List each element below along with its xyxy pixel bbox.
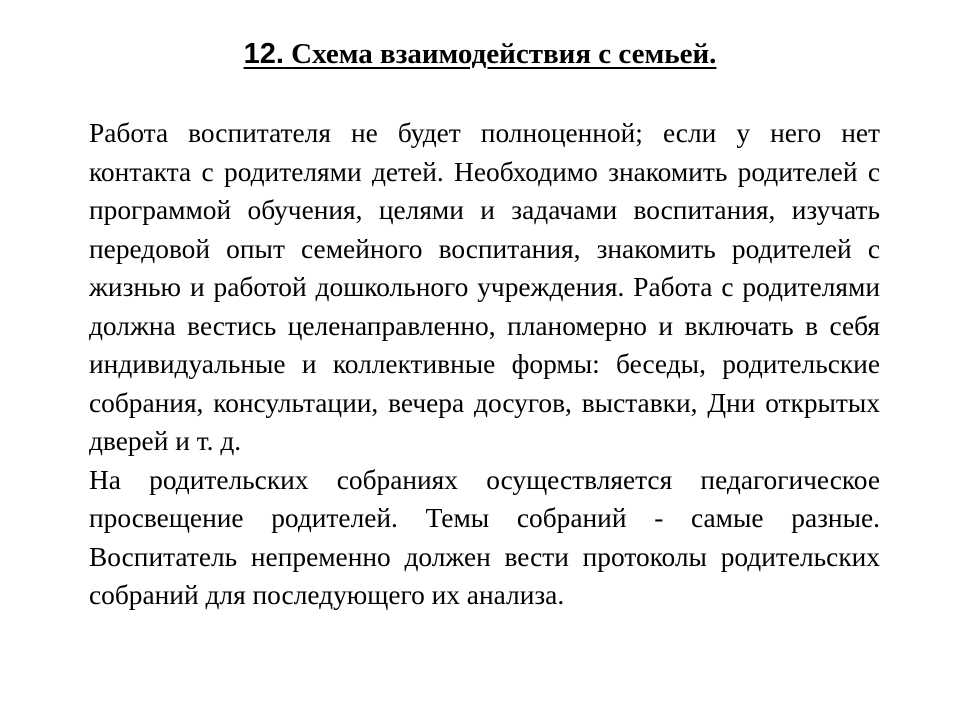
body-text	[89, 114, 880, 615]
title-text: Схема взаимодействия с семьей.	[291, 38, 717, 70]
title-underlined	[244, 38, 717, 70]
paragraph-1: Работа воспитателя не будет полноценной; если у него нет контакта с родителями детей. Необходимо знакомить родителей с программой обучения, целями и задачами воспитания, изучать передовой опыт семейного воспитания, знакомить родителей с жизнью и работой дошкольного учреждения. Работа с родителями должна вестись целенаправленно, планомерно и включать в себя индивидуальные и коллективные формы: беседы, родительские собрания, консультации, вечера досугов, выставки, Дни открытых дверей и т. д.	[89, 118, 880, 456]
paragraph-2: На родительских собраниях осуществляется педагогическое просвещение родителей. Темы собраний - самые разные. Воспитатель непременно должен вести протоколы родительских собраний для последующего их анализа.	[89, 464, 880, 610]
page-title	[0, 36, 960, 72]
title-number: 12.	[243, 38, 284, 70]
